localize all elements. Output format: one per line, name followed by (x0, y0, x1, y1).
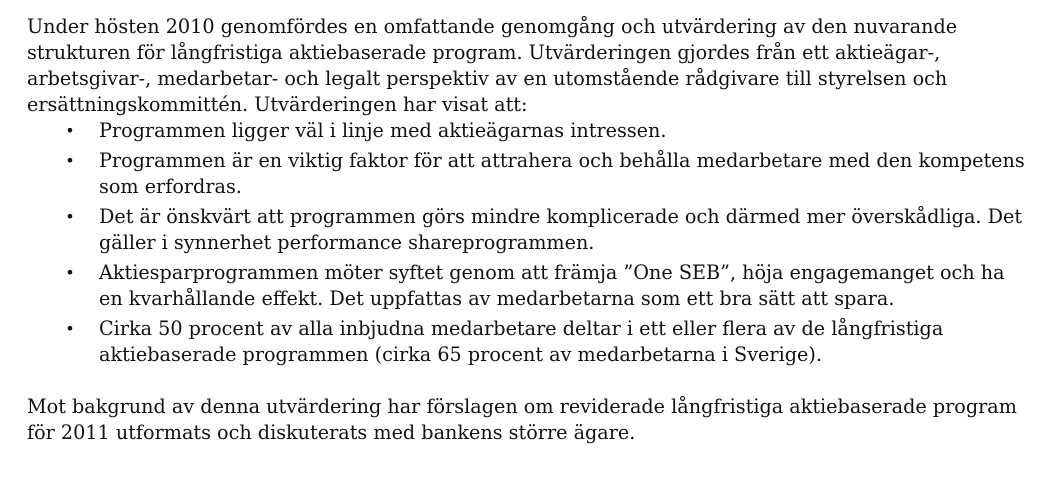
bullet-icon: • (65, 207, 75, 226)
bullet-icon: • (65, 319, 75, 338)
bullet-icon: • (65, 151, 75, 170)
list-item (27, 148, 1027, 200)
list-item (27, 316, 1027, 368)
list-item-text: Aktiesparprogrammen möter syftet genom att främja ”One SEB”, höja engagemanget och ha en kvarhållande effekt. Det uppfattas av medarbetarna som ett bra sätt att spara. (99, 261, 1005, 310)
list-item (27, 260, 1027, 312)
bullet-icon: • (65, 263, 75, 282)
list-item-text: Det är önskvärt att programmen görs mindre komplicerade och därmed mer överskådliga. Det gäller i synnerhet performance shareprogrammen. (99, 205, 1023, 254)
closing-paragraph: Mot bakgrund av denna utvärdering har förslagen om reviderade långfristiga aktiebaserade program för 2011 utformats och diskuterats med bankens större ägare. (27, 395, 1017, 444)
list-item-text: Programmen ligger väl i linje med aktieägarnas intressen. (99, 119, 667, 142)
intro-paragraph: Under hösten 2010 genomfördes en omfattande genomgång och utvärdering av den nuvarande strukturen för långfristiga aktiebaserade program. Utvärderingen gjordes från ett aktieägar-, arbetsgivar-, medarbetar- och legalt perspektiv av en utomstående rådgivare till styrelsen och ersättningskommittén. Utvärderingen har visat att: (27, 15, 958, 116)
document-body (27, 14, 1027, 446)
bullet-icon: • (65, 121, 75, 140)
list-item (27, 118, 1027, 144)
list-item-text: Cirka 50 procent av alla inbjudna medarbetare deltar i ett eller flera av de långfristiga aktiebaserade programmen (cirka 65 procent av medarbetarna i Sverige). (99, 317, 944, 366)
list-item-text: Programmen är en viktig faktor för att attrahera och behålla medarbetare med den kompetens som erfordras. (99, 149, 1025, 198)
list-item (27, 204, 1027, 256)
evaluation-bullet-list (27, 118, 1027, 368)
